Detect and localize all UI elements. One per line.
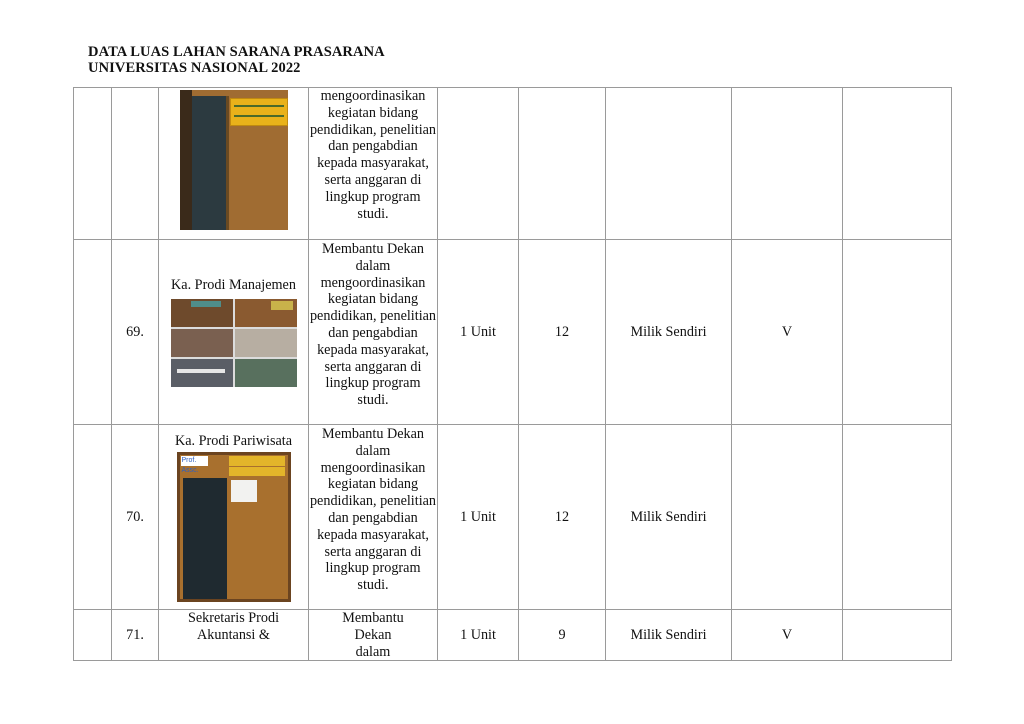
- quantity-cell: [438, 88, 519, 240]
- area-cell: [519, 88, 606, 240]
- header-title: DATA LUAS LAHAN SARANA PRASARANA: [88, 44, 385, 60]
- quantity-cell: 1 Unit: [438, 240, 519, 425]
- row-number: 70.: [112, 425, 159, 610]
- office-door-photo: [177, 452, 291, 602]
- ownership-cell: Milik Sendiri: [606, 610, 732, 661]
- condition-cell: [732, 88, 843, 240]
- function-description: mengoordinasikan kegiatan bidang pendidikan, penelitian dan pengabdian kepada masyarakat, serta anggaran di lingkup program studi.: [309, 88, 438, 240]
- quantity-cell: 1 Unit: [438, 425, 519, 610]
- notes-cell: [843, 425, 952, 610]
- ownership-cell: [606, 88, 732, 240]
- header-subtitle: UNIVERSITAS NASIONAL 2022: [88, 60, 301, 76]
- blank-cell: [74, 610, 112, 661]
- notes-cell: [843, 88, 952, 240]
- row-number: [112, 88, 159, 240]
- office-collage-photo: [171, 299, 297, 387]
- area-cell: 9: [519, 610, 606, 661]
- ownership-cell: Milik Sendiri: [606, 425, 732, 610]
- office-door-photo: [180, 90, 288, 230]
- condition-cell: V: [732, 610, 843, 661]
- room-photo-cell: [159, 88, 309, 240]
- room-caption: Sekretaris Prodi Akuntansi &: [159, 610, 309, 661]
- table-row: [74, 425, 952, 610]
- notes-cell: [843, 610, 952, 661]
- row-number: 69.: [112, 240, 159, 425]
- condition-cell: V: [732, 240, 843, 425]
- table-row: [74, 610, 952, 661]
- notes-cell: [843, 240, 952, 425]
- blank-cell: [74, 88, 112, 240]
- room-photo-cell: [159, 425, 309, 610]
- function-description: Membantu Dekan dalam: [309, 610, 438, 661]
- blank-cell: [74, 425, 112, 610]
- row-number: 71.: [112, 610, 159, 661]
- table-row: [74, 240, 952, 425]
- facilities-table: [73, 87, 952, 661]
- room-caption: Ka. Prodi Pariwisata: [174, 433, 293, 449]
- area-cell: 12: [519, 240, 606, 425]
- function-description: Membantu Dekan dalam mengoordinasikan kegiatan bidang pendidikan, penelitian dan pengabdian kepada masyarakat, serta anggaran di lingkup program studi.: [309, 240, 438, 425]
- room-photo-cell: [159, 240, 309, 425]
- document-header: [88, 44, 385, 76]
- condition-cell: [732, 425, 843, 610]
- function-description: Membantu Dekan dalam mengoordinasikan kegiatan bidang pendidikan, penelitian dan pengabdian kepada masyarakat, serta anggaran di lingkup program studi.: [309, 425, 438, 610]
- area-cell: 12: [519, 425, 606, 610]
- door-sign-text: Prof. Assc.: [181, 456, 208, 466]
- room-caption: Ka. Prodi Manajemen: [171, 277, 296, 294]
- ownership-cell: Milik Sendiri: [606, 240, 732, 425]
- table-row: [74, 88, 952, 240]
- quantity-cell: 1 Unit: [438, 610, 519, 661]
- blank-cell: [74, 240, 112, 425]
